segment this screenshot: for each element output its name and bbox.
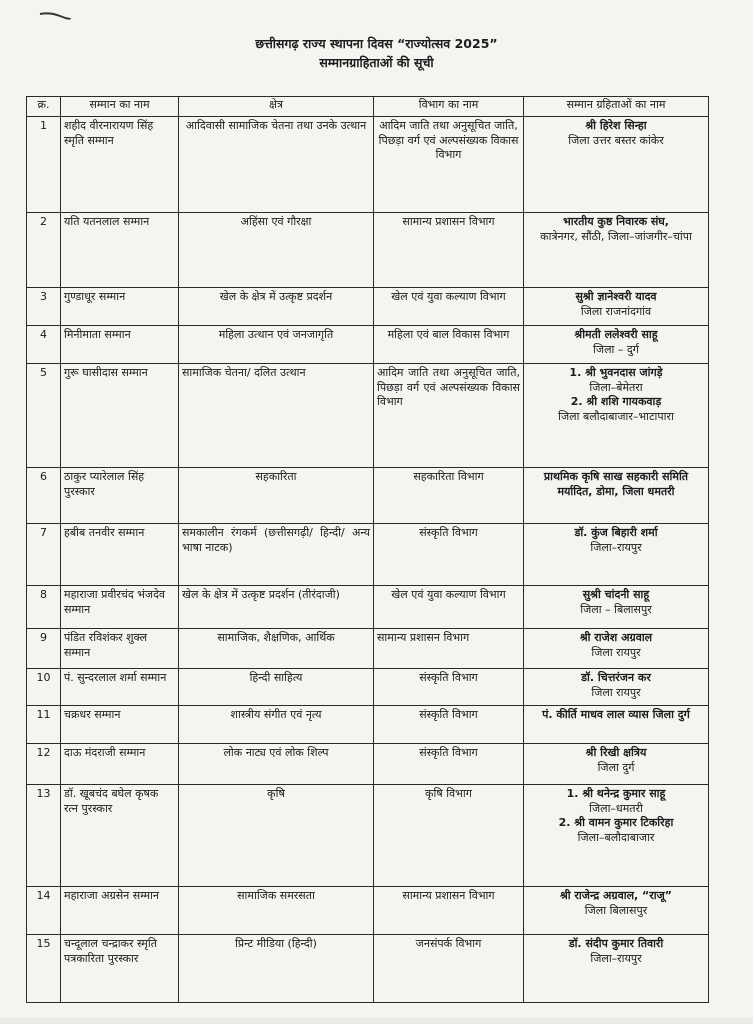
- field-cell: खेल के क्षेत्र में उत्कृष्ट प्रदर्शन (तीरंदाजी): [179, 586, 374, 629]
- department-cell: आदिम जाति तथा अनुसूचित जाति, पिछड़ा वर्ग एवं अल्पसंख्यक विकास विभाग: [374, 117, 524, 213]
- serial-number-cell: 7: [27, 524, 61, 586]
- serial-number-cell: 12: [27, 744, 61, 785]
- department-cell: संस्कृति विभाग: [374, 669, 524, 706]
- recipients-cell: [524, 468, 709, 524]
- recipient-name: प्राथमिक कृषि साख सहकारी समिति मर्यादित, डोमा, जिला धमतरी: [543, 470, 689, 498]
- pen-stroke-mark: [38, 10, 72, 20]
- department-cell: आदिम जाति तथा अनुसूचित जाति, पिछड़ा वर्ग एवं अल्पसंख्यक विकास विभाग: [374, 364, 524, 468]
- department-cell: सामान्य प्रशासन विभाग: [374, 213, 524, 288]
- serial-number-cell: 9: [27, 629, 61, 669]
- department-cell: जनसंपर्क विभाग: [374, 935, 524, 1003]
- recipient-district: जिला रायपुर: [591, 685, 641, 699]
- award-name-cell: शहीद वीरनारायण सिंह स्मृति सम्मान: [61, 117, 179, 213]
- field-cell: लोक नाट्य एवं लोक शिल्प: [179, 744, 374, 785]
- recipients-cell: [524, 288, 709, 326]
- award-name-cell: पंडित रविशंकर शुक्ल सम्मान: [61, 629, 179, 669]
- recipient-district: जिला – दुर्ग: [593, 342, 639, 356]
- page-bottom-edge: [0, 1018, 753, 1024]
- awardees-table: [26, 96, 709, 1003]
- recipient-district: जिला उत्तर बस्तर कांकेर: [568, 133, 664, 147]
- department-cell: सहकारिता विभाग: [374, 468, 524, 524]
- department-cell: सामान्य प्रशासन विभाग: [374, 629, 524, 669]
- document-header: [0, 34, 753, 72]
- recipient-district: जिला–बेमेतरा: [589, 380, 643, 394]
- table-row: [27, 744, 709, 785]
- document-title: छत्तीसगढ़ राज्य स्थापना दिवस “राज्योत्सव 2025”: [255, 36, 498, 51]
- department-cell: महिला एवं बाल विकास विभाग: [374, 326, 524, 364]
- recipient-district: जिला – बिलासपुर: [580, 602, 652, 616]
- award-name-cell: महाराजा प्रवीरचंद भंजदेव सम्मान: [61, 586, 179, 629]
- recipients-cell: [524, 744, 709, 785]
- serial-number-cell: 8: [27, 586, 61, 629]
- field-cell: सामाजिक, शैक्षणिक, आर्थिक: [179, 629, 374, 669]
- table-row: [27, 706, 709, 744]
- recipients-cell: [524, 326, 709, 364]
- col-header-recipients: सम्मान ग्रहिताओं का नाम: [524, 97, 709, 117]
- department-cell: कृषि विभाग: [374, 785, 524, 887]
- serial-number-cell: 3: [27, 288, 61, 326]
- field-cell: खेल के क्षेत्र में उत्कृष्ट प्रदर्शन: [179, 288, 374, 326]
- recipient-name: पं. कीर्ति माधव लाल व्यास जिला दुर्ग: [542, 708, 690, 721]
- award-name-cell: हबीब तनवीर सम्मान: [61, 524, 179, 586]
- table-row: [27, 669, 709, 706]
- table-row: [27, 524, 709, 586]
- recipient-name: भारतीय कुष्ठ निवारक संघ,: [563, 215, 669, 228]
- recipient-name: सुश्री चांदनी साहू: [582, 588, 650, 601]
- table-header-row: [27, 97, 709, 117]
- recipients-cell: [524, 524, 709, 586]
- recipients-cell: [524, 629, 709, 669]
- recipient-district: जिला राजनांदगांव: [580, 304, 652, 318]
- award-name-cell: पं. सुन्दरलाल शर्मा सम्मान: [61, 669, 179, 706]
- recipients-cell: [524, 669, 709, 706]
- serial-number-cell: 11: [27, 706, 61, 744]
- department-cell: खेल एवं युवा कल्याण विभाग: [374, 586, 524, 629]
- recipient-name: डॉ. कुंज बिहारी शर्मा: [574, 526, 658, 539]
- recipients-cell: [524, 887, 709, 935]
- field-cell: शास्त्रीय संगीत एवं नृत्य: [179, 706, 374, 744]
- serial-number-cell: 4: [27, 326, 61, 364]
- recipients-cell: [524, 785, 709, 887]
- award-name-cell: दाऊ मंदराजी सम्मान: [61, 744, 179, 785]
- field-cell: हिन्दी साहित्य: [179, 669, 374, 706]
- recipient-district: जिला रायपुर: [591, 645, 641, 659]
- recipients-cell: [524, 117, 709, 213]
- table-row: [27, 468, 709, 524]
- table-row: [27, 364, 709, 468]
- award-name-cell: चक्रधर सम्मान: [61, 706, 179, 744]
- recipient-name: श्री रिखी क्षत्रिय: [585, 746, 647, 759]
- recipient-district: जिला दुर्ग: [597, 760, 635, 774]
- serial-number-cell: 13: [27, 785, 61, 887]
- recipient-district: जिला–रायपुर: [590, 540, 642, 554]
- serial-number-cell: 10: [27, 669, 61, 706]
- recipient-name: 1. श्री थनेन्द्र कुमार साहू: [566, 787, 666, 800]
- department-cell: सामान्य प्रशासन विभाग: [374, 887, 524, 935]
- table-row: [27, 785, 709, 887]
- award-name-cell: मिनीमाता सम्मान: [61, 326, 179, 364]
- table-row: [27, 288, 709, 326]
- table-row: [27, 887, 709, 935]
- col-header-award: सम्मान का नाम: [61, 97, 179, 117]
- recipient-name: 2. श्री वामन कुमार टिकरिहा: [558, 816, 674, 830]
- recipient-name: श्री राजेश अग्रवाल: [579, 631, 653, 644]
- recipient-name: 1. श्री भुवनदास जांगड़े: [569, 366, 663, 379]
- table-row: [27, 935, 709, 1003]
- recipient-name: 2. श्री शशि गायकवाड़: [570, 395, 662, 409]
- department-cell: संस्कृति विभाग: [374, 744, 524, 785]
- recipient-name: डॉ. संदीप कुमार तिवारी: [568, 937, 664, 950]
- col-header-department: विभाग का नाम: [374, 97, 524, 117]
- recipient-name: डॉ. चित्तरंजन कर: [581, 671, 651, 684]
- recipients-cell: [524, 586, 709, 629]
- department-cell: संस्कृति विभाग: [374, 706, 524, 744]
- serial-number-cell: 14: [27, 887, 61, 935]
- recipient-name: श्रीमती ललेश्वरी साहू: [574, 328, 658, 341]
- field-cell: प्रिन्ट मीडिया (हिन्दी): [179, 935, 374, 1003]
- award-name-cell: गुण्डाधूर सम्मान: [61, 288, 179, 326]
- award-name-cell: महाराजा अग्रसेन सम्मान: [61, 887, 179, 935]
- field-cell: कृषि: [179, 785, 374, 887]
- field-cell: अहिंसा एवं गौरक्षा: [179, 213, 374, 288]
- recipient-district: जिला बिलासपुर: [584, 903, 648, 917]
- serial-number-cell: 6: [27, 468, 61, 524]
- serial-number-cell: 2: [27, 213, 61, 288]
- department-cell: खेल एवं युवा कल्याण विभाग: [374, 288, 524, 326]
- recipient-district: जिला बलौदाबाजार–भाटापारा: [558, 409, 674, 423]
- table-row: [27, 117, 709, 213]
- serial-number-cell: 5: [27, 364, 61, 468]
- recipients-cell: [524, 213, 709, 288]
- table-row: [27, 213, 709, 288]
- recipient-district: जिला–बलौदाबाजार: [577, 830, 655, 844]
- recipients-cell: [524, 364, 709, 468]
- recipient-name: सुश्री ज्ञानेश्वरी यादव: [575, 290, 657, 303]
- document-subtitle: सम्मानग्राहिताओं की सूची: [319, 55, 434, 70]
- serial-number-cell: 1: [27, 117, 61, 213]
- award-name-cell: यति यतनलाल सम्मान: [61, 213, 179, 288]
- table-row: [27, 586, 709, 629]
- field-cell: सामाजिक चेतना/ दलित उत्थान: [179, 364, 374, 468]
- serial-number-cell: 15: [27, 935, 61, 1003]
- field-cell: महिला उत्थान एवं जनजागृति: [179, 326, 374, 364]
- recipient-district: जिला–धमतरी: [589, 801, 643, 815]
- department-cell: संस्कृति विभाग: [374, 524, 524, 586]
- recipients-cell: [524, 706, 709, 744]
- table-row: [27, 326, 709, 364]
- field-cell: समकालीन रंगकर्म (छत्तीसगढ़ी/ हिन्दी/ अन्य भाषा नाटक): [179, 524, 374, 586]
- award-name-cell: चन्दूलाल चन्द्राकर स्मृति पत्रकारिता पुरस्कार: [61, 935, 179, 1003]
- col-header-field: क्षेत्र: [179, 97, 374, 117]
- recipient-district: जिला–रायपुर: [590, 951, 642, 965]
- recipient-name: श्री राजेन्द्र अग्रवाल, “राजू”: [559, 889, 673, 902]
- award-name-cell: गुरू घासीदास सम्मान: [61, 364, 179, 468]
- field-cell: सामाजिक समरसता: [179, 887, 374, 935]
- recipient-name: श्री हिरेश सिन्हा: [585, 119, 647, 132]
- award-name-cell: ठाकुर प्यारेलाल सिंह पुरस्कार: [61, 468, 179, 524]
- col-header-serial: क्र.: [27, 97, 61, 117]
- award-name-cell: डॉ. खूबचंद बघेल कृषक रत्न पुरस्कार: [61, 785, 179, 887]
- field-cell: आदिवासी सामाजिक चेतना तथा उनके उत्थान: [179, 117, 374, 213]
- recipient-district: कात्रेनगर, सौंठी, जिला–जांजगीर–चांपा: [540, 229, 692, 243]
- table-row: [27, 629, 709, 669]
- field-cell: सहकारिता: [179, 468, 374, 524]
- recipients-cell: [524, 935, 709, 1003]
